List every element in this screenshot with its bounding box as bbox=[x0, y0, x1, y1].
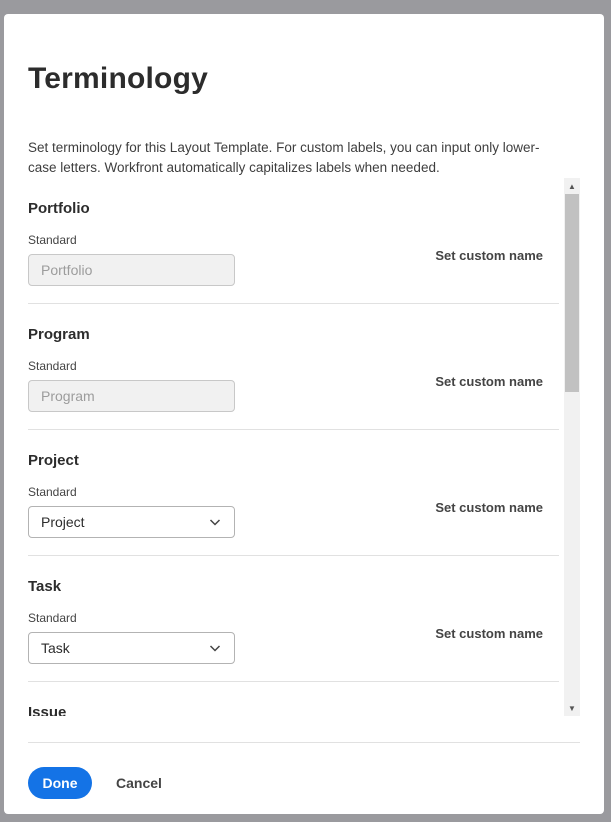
section-title: Project bbox=[28, 452, 79, 469]
standard-label: Standard bbox=[28, 359, 77, 373]
terminology-dialog bbox=[4, 14, 604, 814]
dialog-description: Set terminology for this Layout Template. For custom labels, you can input only lower-case letters. Workfront automatically capitalizes labels when needed. bbox=[28, 140, 540, 175]
section-program bbox=[28, 304, 559, 430]
scroll-down-arrow-icon[interactable]: ▼ bbox=[568, 703, 576, 713]
dialog-title: Terminology bbox=[28, 62, 208, 95]
done-button[interactable]: Done bbox=[28, 767, 92, 799]
vertical-scrollbar[interactable] bbox=[564, 178, 580, 716]
standard-label: Standard bbox=[28, 233, 77, 247]
dropdown-value: Project bbox=[41, 514, 85, 530]
scrollbar-thumb[interactable] bbox=[565, 194, 579, 392]
set-custom-name-link-project[interactable]: Set custom name bbox=[435, 500, 543, 515]
section-title: Portfolio bbox=[28, 200, 90, 217]
program-standard-field bbox=[28, 380, 235, 412]
section-title: Issue bbox=[28, 704, 67, 716]
project-standard-dropdown[interactable] bbox=[28, 506, 235, 538]
section-title: Program bbox=[28, 326, 90, 343]
section-title: Task bbox=[28, 578, 62, 595]
cancel-button[interactable]: Cancel bbox=[108, 767, 170, 799]
terminology-scroll-area[interactable] bbox=[28, 178, 580, 716]
field-value: Program bbox=[41, 388, 95, 404]
section-issue bbox=[28, 682, 559, 716]
section-portfolio bbox=[28, 178, 559, 304]
section-project bbox=[28, 430, 559, 556]
standard-label: Standard bbox=[28, 485, 77, 499]
chevron-down-icon bbox=[208, 641, 222, 655]
set-custom-name-link-portfolio[interactable]: Set custom name bbox=[435, 248, 543, 263]
portfolio-standard-field bbox=[28, 254, 235, 286]
field-value: Portfolio bbox=[41, 262, 93, 278]
chevron-down-icon bbox=[208, 515, 222, 529]
set-custom-name-link-task[interactable]: Set custom name bbox=[435, 626, 543, 641]
scroll-up-arrow-icon[interactable]: ▲ bbox=[568, 181, 576, 191]
section-task bbox=[28, 556, 559, 682]
task-standard-dropdown[interactable] bbox=[28, 632, 235, 664]
dropdown-value: Task bbox=[41, 640, 70, 656]
footer-divider bbox=[28, 742, 580, 743]
standard-label: Standard bbox=[28, 611, 77, 625]
set-custom-name-link-program[interactable]: Set custom name bbox=[435, 374, 543, 389]
